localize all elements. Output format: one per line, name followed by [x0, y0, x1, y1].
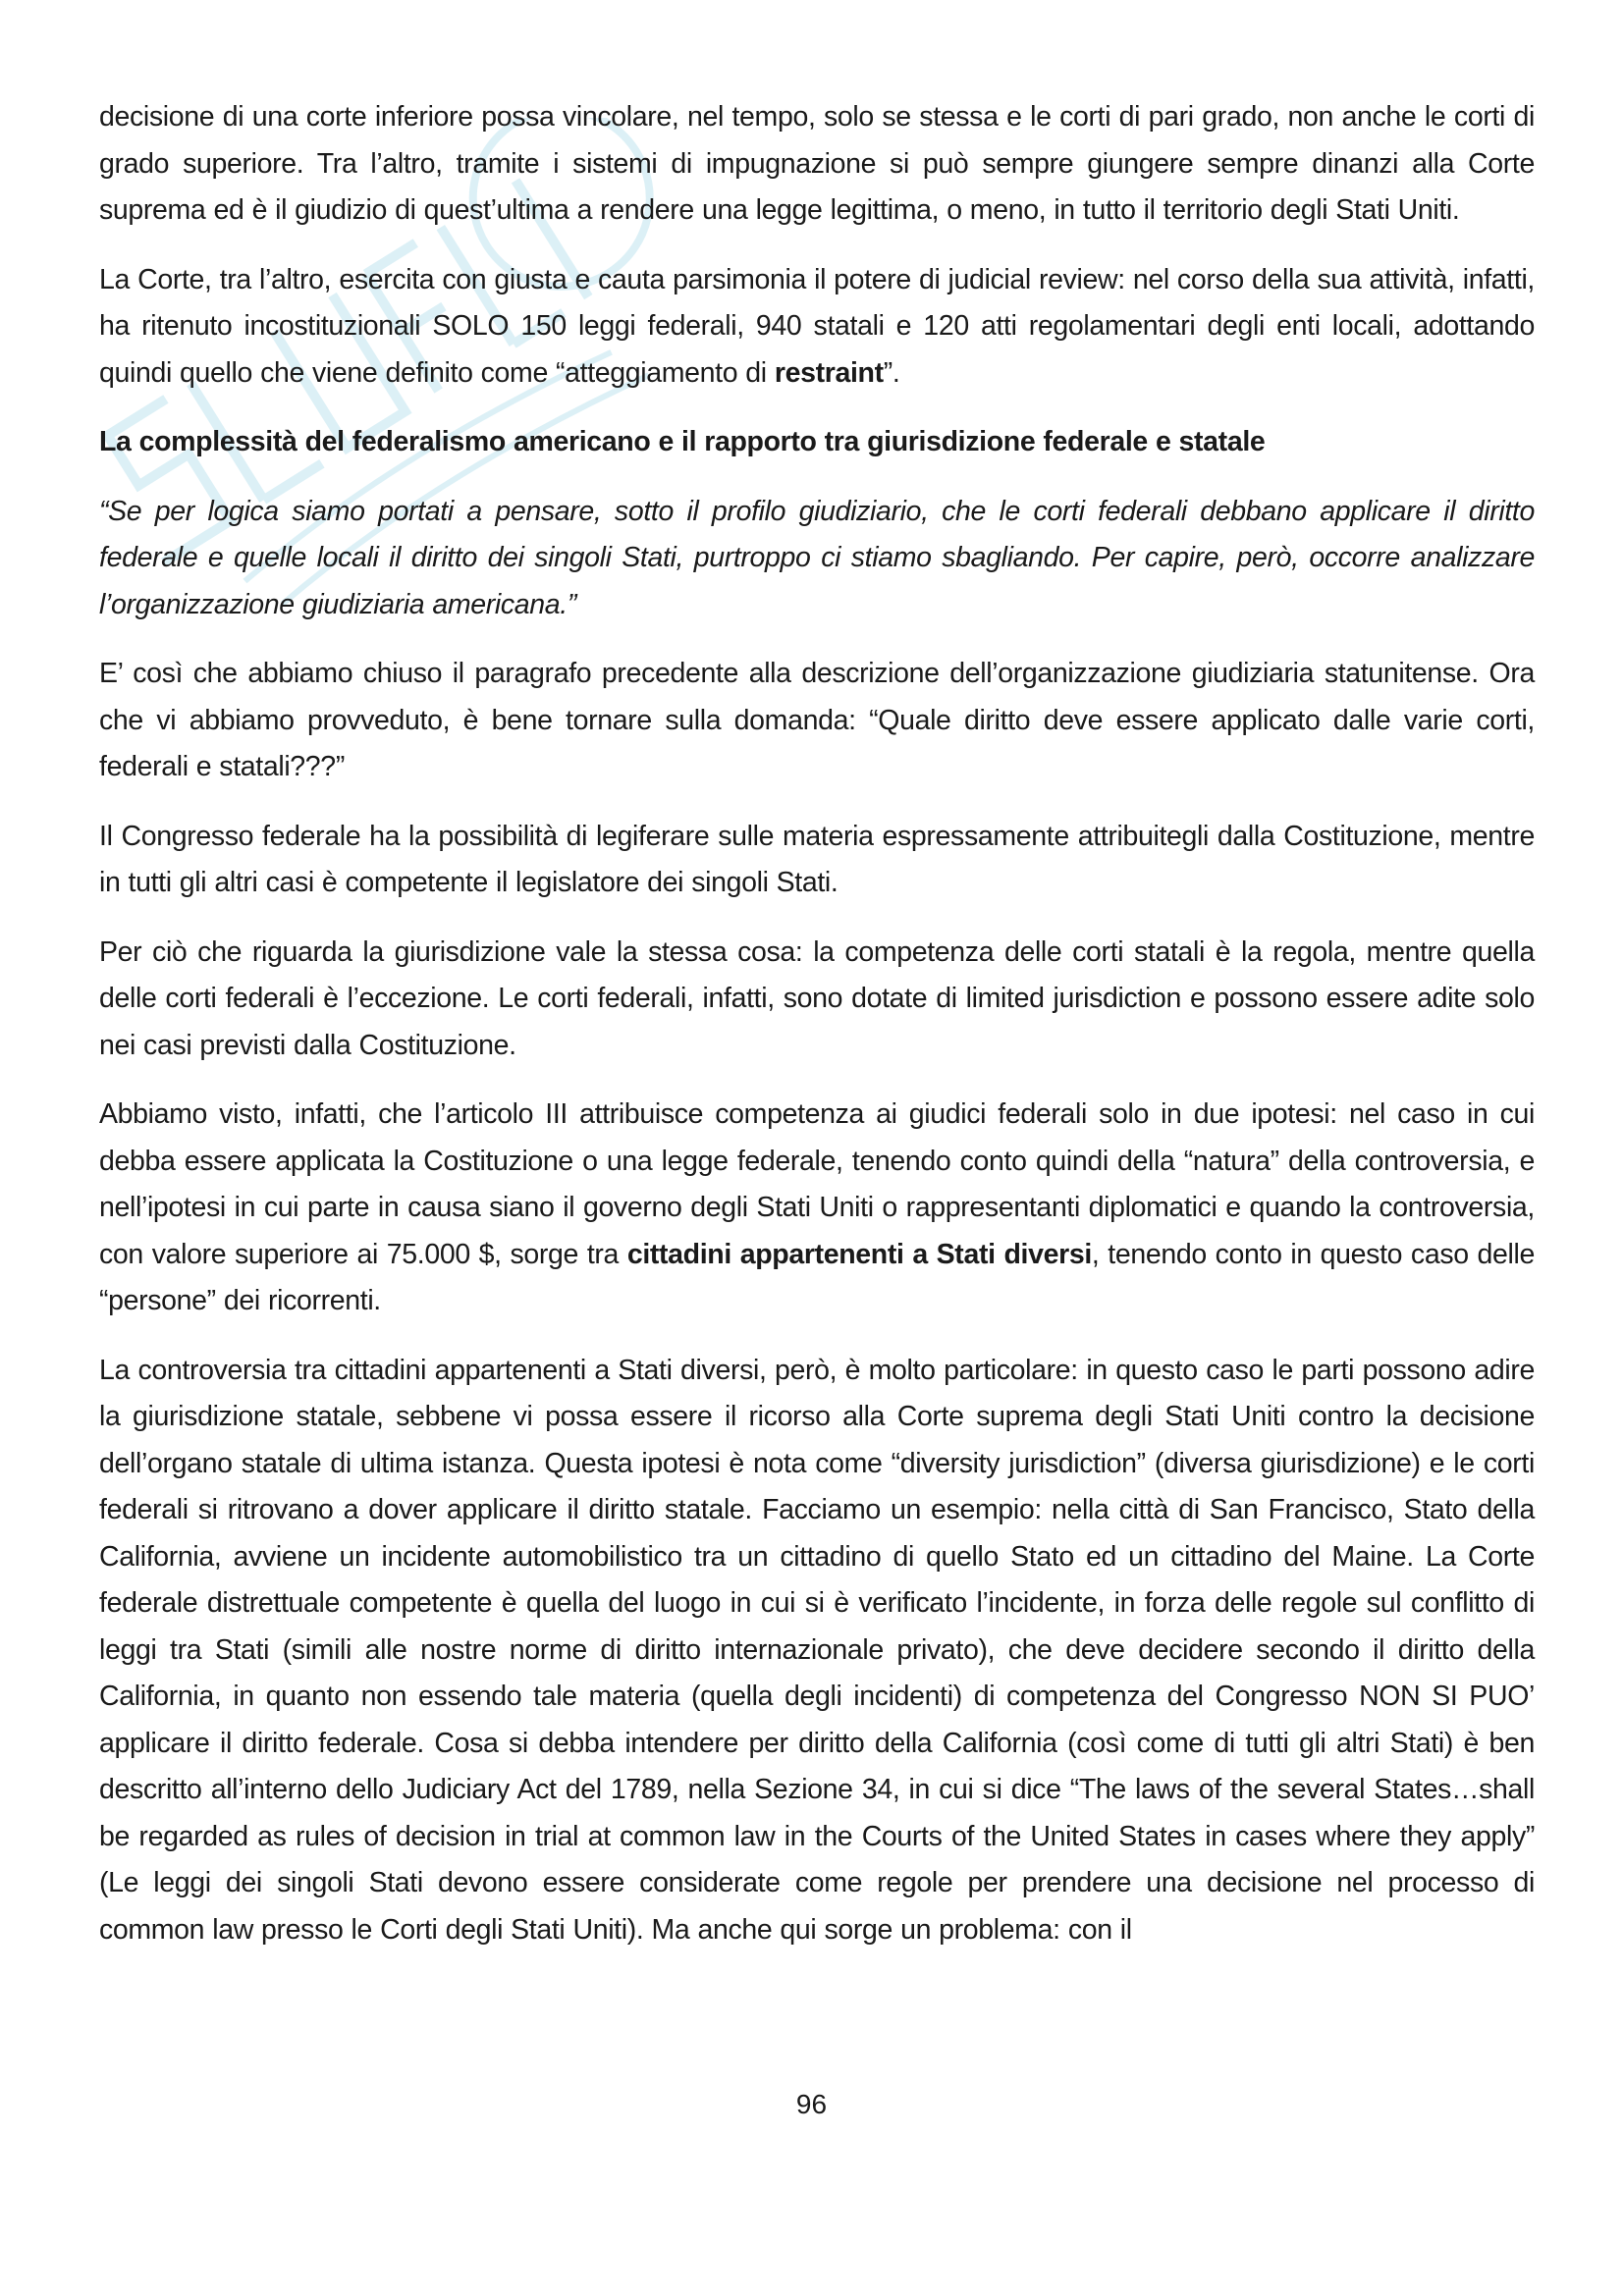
paragraph — [99, 257, 1535, 398]
paragraph: La controversia tra cittadini appartenenti a Stati diversi, però, è molto particolare: in questo caso le parti possono adire la giurisdizione statale, sebbene vi possa essere il ricorso alla Corte suprema degli Stati Uniti contro la decisione dell’organo statale di ultima istanza. Questa ipotesi è nota come “diversity jurisdiction” (diversa giurisdizione) e le corti federali si ritrovano a dover applicare il diritto statale. Facciamo un esempio: nella città di San Francisco, Stato della California, avviene un incidente automobilistico tra un cittadino di quello Stato ed un cittadino del Maine. La Corte federale distrettuale competente è quella del luogo in cui si è verificato l’incidente, in forza delle regole sul conflitto di leggi tra Stati (simili alle nostre norme di diritto internazionale privato), che deve decidere secondo il diritto della California, in quanto non essendo tale materia (quella degli incidenti) di competenza del Congresso NON SI PUO’ applicare il diritto federale. Cosa si debba intendere per diritto della California (così come di tutti gli altri Stati) è ben descritto all’interno dello Judiciary Act del 1789, nella Sezione 34, in cui si dice “The laws of the several States…shall be regarded as rules of decision in trial at common law in the Courts of the United States in cases where they apply” (Le leggi dei singoli Stati devono essere considerate come regole per prendere una decisione nel processo di common law presso le Corti degli Stati Uniti). Ma anche qui sorge un problema: con il — [99, 1354, 1535, 1946]
paragraph-text: ”. — [883, 356, 900, 389]
paragraph — [99, 1092, 1535, 1325]
paragraph-text: , tenendo conto in questo caso delle “persone” dei ricorrenti. — [99, 1238, 1535, 1316]
page-number: 96 — [795, 2089, 828, 2119]
section-heading: La complessità del federalismo americano e il rapporto tra giurisdizione federale e statale — [99, 426, 1266, 457]
paragraph-text: La Corte, tra l’altro, esercita con giusta e cauta parsimonia il potere di judicial review: nel corso della sua attività, infatti, ha ritenuto incostituzionali SOLO 150 leggi federali, 940 statali e 120 atti regolamentari degli enti locali, adottando quindi quello che viene definito come “atteggiamento di — [99, 263, 1535, 389]
document-body — [99, 94, 1535, 1976]
paragraph-text: Abbiamo visto, infatti, che l’articolo III attribuisce competenza ai giudici federali solo in due ipotesi: nel caso in cui debba essere applicata la Costituzione o una legge federale, tenendo conto quindi della “natura” della controversia, e nell’ipotesi in cui parte in causa siano il governo degli Stati Uniti o rappresentanti diplomatici e quando la controversia, con valore superiore ai 75.000 $, sorge tra — [99, 1098, 1535, 1270]
paragraph: E’ così che abbiamo chiuso il paragrafo precedente alla descrizione dell’organizzazione giudiziaria statunitense. Ora che vi abbiamo provveduto, è bene tornare sulla domanda: “Quale diritto deve essere applicato dalle varie corti, federali e statali???” — [99, 658, 1535, 782]
bold-term: cittadini appartenenti a Stati diversi — [626, 1238, 1092, 1270]
quote-paragraph: “Se per logica siamo portati a pensare, sotto il profilo giudiziario, che le corti federali debbano applicare il diritto federale e quelle locali il diritto dei singoli Stati, purtroppo ci stiamo sbagliando. Per capire, però, occorre analizzare l’organizzazione giudiziaria americana.” — [99, 495, 1535, 620]
paragraph: Per ciò che riguarda la giurisdizione vale la stessa cosa: la competenza delle corti statali è la regola, mentre quella delle corti federali è l’eccezione. Le corti federali, infatti, sono dotate di limited jurisdiction e possono essere adite solo nei casi previsti dalla Costituzione. — [99, 935, 1535, 1061]
paragraph: Il Congresso federale ha la possibilità di legiferare sulle materia espressamente attribuitegli dalla Costituzione, mentre in tutti gli altri casi è competente il legislatore dei singoli Stati. — [99, 820, 1535, 898]
paragraph: decisione di una corte inferiore possa vincolare, nel tempo, solo se stessa e le corti di pari grado, non anche le corti di grado superiore. Tra l’altro, tramite i sistemi di impugnazione si può sempre giungere sempre dinanzi alla Corte suprema ed è il giudizio di quest’ultima a rendere una legge legittima, o meno, in tutto il territorio degli Stati Uniti. — [99, 101, 1535, 226]
bold-term: restraint — [774, 356, 884, 389]
